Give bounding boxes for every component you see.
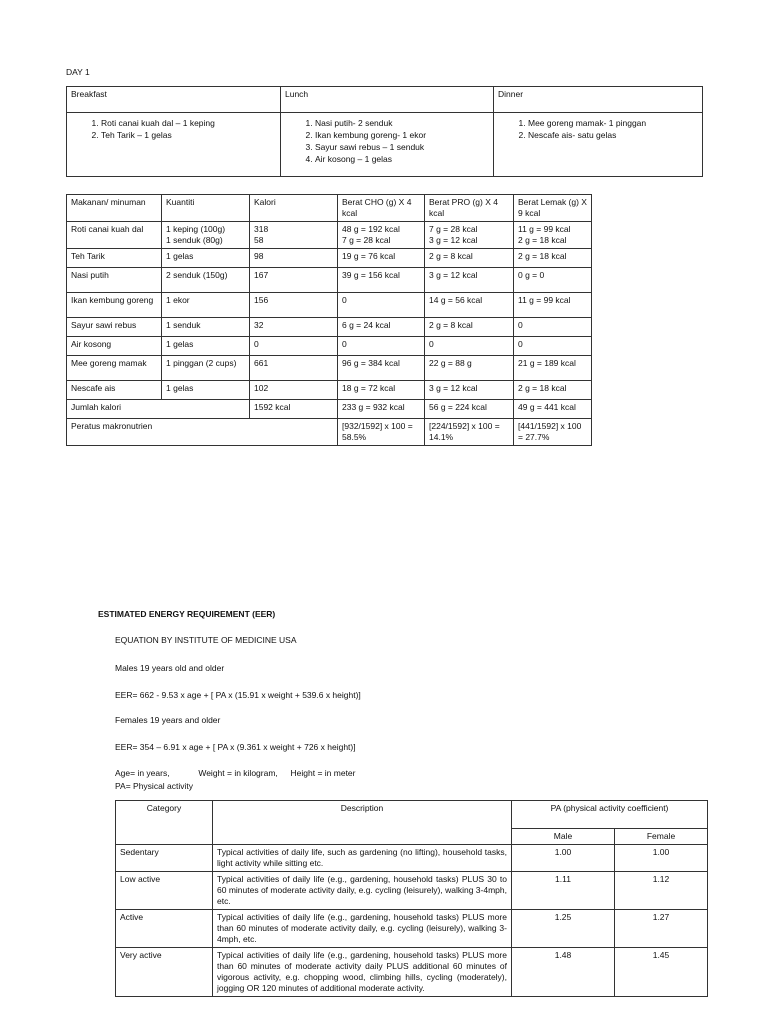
nutrition-cell-cho: 19 g = 76 kcal: [338, 249, 425, 268]
females-equation: EER= 354 – 6.91 x age + [ PA x (9.361 x weight + 726 x height)]: [115, 742, 356, 752]
day-title: DAY 1: [66, 67, 90, 77]
nutrition-cell-qty: 1 gelas: [162, 249, 250, 268]
nutrition-cell-cho: 39 g = 156 kcal: [338, 268, 425, 293]
pa-cell-female: 1.12: [615, 872, 708, 910]
nutrition-cell-kcal: 102: [250, 381, 338, 400]
pa-cell-description: Typical activities of daily life (e.g., gardening, household tasks) PLUS more than 60 minutes of moderate activity daily, e.g. cycling (leisurely), walking 3-4mph, etc.: [213, 910, 512, 948]
lunch-cell: [281, 113, 494, 177]
col-header-cho: Berat CHO (g) X 4 kcal: [338, 195, 425, 222]
nutrition-cell-kcal: 318 58: [250, 222, 338, 249]
nutrition-row: [67, 337, 592, 356]
breakfast-item: 1. Roti canai kuah dal – 1 keping: [101, 117, 276, 129]
pa-row: [116, 845, 708, 872]
col-header-pro: Berat PRO (g) X 4 kcal: [425, 195, 514, 222]
nutrition-cell-food: Ikan kembung goreng: [67, 293, 162, 318]
pa-cell-male: 1.11: [512, 872, 615, 910]
nutrition-cell-qty: 1 pinggan (2 cups): [162, 356, 250, 381]
nutrition-cell-cho: 96 g = 384 kcal: [338, 356, 425, 381]
pa-table: [115, 800, 708, 997]
percent-fat: [441/1592] x 100 = 27.7%: [514, 419, 592, 446]
col-header-fat: Berat Lemak (g) X 9 kcal: [514, 195, 592, 222]
nutrition-cell-cho: 18 g = 72 kcal: [338, 381, 425, 400]
pa-row: [116, 872, 708, 910]
pa-cell-male: 1.48: [512, 948, 615, 997]
col-header-kcal: Kalori: [250, 195, 338, 222]
units-age: Age= in years,: [115, 768, 170, 778]
pa-row: [116, 910, 708, 948]
pa-cell-male: 1.25: [512, 910, 615, 948]
units-line: [115, 768, 356, 778]
nutrition-cell-pro: 7 g = 28 kcal 3 g = 12 kcal: [425, 222, 514, 249]
pa-cell-category: Low active: [116, 872, 213, 910]
nutrition-row: [67, 318, 592, 337]
females-label: Females 19 years and older: [115, 715, 221, 725]
pa-row: [116, 948, 708, 997]
nutrition-cell-fat: 21 g = 189 kcal: [514, 356, 592, 381]
nutrition-cell-kcal: 32: [250, 318, 338, 337]
nutrition-cell-cho: 6 g = 24 kcal: [338, 318, 425, 337]
nutrition-cell-pro: 3 g = 12 kcal: [425, 381, 514, 400]
col-header-food: Makanan/ minuman: [67, 195, 162, 222]
nutrition-cell-cho: 48 g = 192 kcal 7 g = 28 kcal: [338, 222, 425, 249]
nutrition-cell-qty: 2 senduk (150g): [162, 268, 250, 293]
nutrition-row: [67, 268, 592, 293]
percent-cho: [932/1592] x 100 = 58.5%: [338, 419, 425, 446]
nutrition-row: [67, 249, 592, 268]
nutrition-cell-qty: 1 gelas: [162, 381, 250, 400]
pa-header-female: Female: [615, 829, 708, 845]
nutrition-cell-food: Teh Tarik: [67, 249, 162, 268]
nutrition-cell-food: Mee goreng mamak: [67, 356, 162, 381]
nutrition-cell-kcal: 0: [250, 337, 338, 356]
males-label: Males 19 years old and older: [115, 663, 225, 673]
nutrition-cell-fat: 2 g = 18 kcal: [514, 381, 592, 400]
lunch-item: 1. Nasi putih- 2 senduk: [315, 117, 489, 129]
nutrition-cell-fat: 0: [514, 337, 592, 356]
nutrition-cell-qty: 1 keping (100g) 1 senduk (80g): [162, 222, 250, 249]
nutrition-cell-food: Sayur sawi rebus: [67, 318, 162, 337]
total-pro: 56 g = 224 kcal: [425, 400, 514, 419]
nutrition-cell-pro: 14 g = 56 kcal: [425, 293, 514, 318]
nutrition-cell-kcal: 167: [250, 268, 338, 293]
pa-header-description: Description: [213, 801, 512, 845]
nutrition-cell-qty: 1 gelas: [162, 337, 250, 356]
nutrition-cell-kcal: 156: [250, 293, 338, 318]
pa-cell-description: Typical activities of daily life, such as gardening (no lifting), household tasks, light activity while sitting etc.: [213, 845, 512, 872]
nutrition-cell-pro: 22 g = 88 g: [425, 356, 514, 381]
nutrition-cell-fat: 2 g = 18 kcal: [514, 249, 592, 268]
pa-cell-female: 1.45: [615, 948, 708, 997]
total-fat: 49 g = 441 kcal: [514, 400, 592, 419]
nutrition-row: [67, 356, 592, 381]
pa-cell-description: Typical activities of daily life (e.g., gardening, household tasks) PLUS more than 60 minutes of moderate activity daily PLUS additional 60 minutes of vigorous activity, e.g. chopping wood, climbing hills, cycling (moderately), jogging OR 120 minutes of additional moderate activity.: [213, 948, 512, 997]
units-weight: Weight = in kilogram,: [198, 768, 278, 778]
percent-pro: [224/1592] x 100 = 14.1%: [425, 419, 514, 446]
nutrition-cell-pro: 0: [425, 337, 514, 356]
breakfast-item: 2. Teh Tarik – 1 gelas: [101, 129, 276, 141]
lunch-item: 2. Ikan kembung goreng- 1 ekor: [315, 129, 489, 141]
nutrition-cell-kcal: 661: [250, 356, 338, 381]
pa-header-coefficient: PA (physical activity coefficient): [512, 801, 708, 829]
nutrition-cell-food: Nasi putih: [67, 268, 162, 293]
breakfast-cell: [67, 113, 281, 177]
lunch-item: 4. Air kosong – 1 gelas: [315, 153, 489, 165]
nutrition-row: [67, 381, 592, 400]
dinner-item: 1. Mee goreng mamak- 1 pinggan: [528, 117, 698, 129]
meal-plan-table: [66, 86, 703, 177]
nutrition-cell-food: Roti canai kuah dal: [67, 222, 162, 249]
nutrition-cell-qty: 1 senduk: [162, 318, 250, 337]
males-equation: EER= 662 - 9.53 x age + [ PA x (15.91 x weight + 539.6 x height)]: [115, 690, 361, 700]
nutrition-row: [67, 293, 592, 318]
dinner-cell: [494, 113, 703, 177]
pa-cell-female: 1.27: [615, 910, 708, 948]
eer-subtitle: EQUATION BY INSTITUTE OF MEDICINE USA: [115, 635, 297, 645]
breakfast-header: Breakfast: [67, 87, 281, 113]
nutrition-cell-food: Air kosong: [67, 337, 162, 356]
nutrition-cell-fat: 11 g = 99 kcal 2 g = 18 kcal: [514, 222, 592, 249]
nutrition-cell-pro: 2 g = 8 kcal: [425, 318, 514, 337]
nutrition-cell-fat: 0 g = 0: [514, 268, 592, 293]
nutrition-cell-cho: 0: [338, 293, 425, 318]
pa-cell-category: Sedentary: [116, 845, 213, 872]
total-cho: 233 g = 932 kcal: [338, 400, 425, 419]
nutrition-cell-food: Nescafe ais: [67, 381, 162, 400]
units-height: Height = in meter: [290, 768, 356, 778]
pa-cell-description: Typical activities of daily life (e.g., gardening, household tasks) PLUS 30 to 60 minutes of moderate activity daily, e.g. cycling (leisurely), walking 3-4mph, etc.: [213, 872, 512, 910]
pa-definition: PA= Physical activity: [115, 781, 194, 791]
col-header-qty: Kuantiti: [162, 195, 250, 222]
nutrition-cell-pro: 3 g = 12 kcal: [425, 268, 514, 293]
pa-cell-category: Very active: [116, 948, 213, 997]
pa-cell-female: 1.00: [615, 845, 708, 872]
total-kcal: 1592 kcal: [250, 400, 338, 419]
pa-header-category: Category: [116, 801, 213, 845]
pa-cell-category: Active: [116, 910, 213, 948]
nutrition-cell-fat: 11 g = 99 kcal: [514, 293, 592, 318]
lunch-item: 3. Sayur sawi rebus – 1 senduk: [315, 141, 489, 153]
eer-title: ESTIMATED ENERGY REQUIREMENT (EER): [98, 609, 276, 619]
nutrition-cell-qty: 1 ekor: [162, 293, 250, 318]
nutrition-row: [67, 222, 592, 249]
pa-cell-male: 1.00: [512, 845, 615, 872]
nutrition-cell-pro: 2 g = 8 kcal: [425, 249, 514, 268]
nutrition-cell-cho: 0: [338, 337, 425, 356]
nutrition-cell-fat: 0: [514, 318, 592, 337]
dinner-item: 2. Nescafe ais- satu gelas: [528, 129, 698, 141]
dinner-header: Dinner: [494, 87, 703, 113]
nutrition-table: [66, 194, 592, 446]
lunch-header: Lunch: [281, 87, 494, 113]
percent-label: Peratus makronutrien: [67, 419, 338, 446]
nutrition-cell-kcal: 98: [250, 249, 338, 268]
total-label: Jumlah kalori: [67, 400, 250, 419]
pa-header-male: Male: [512, 829, 615, 845]
